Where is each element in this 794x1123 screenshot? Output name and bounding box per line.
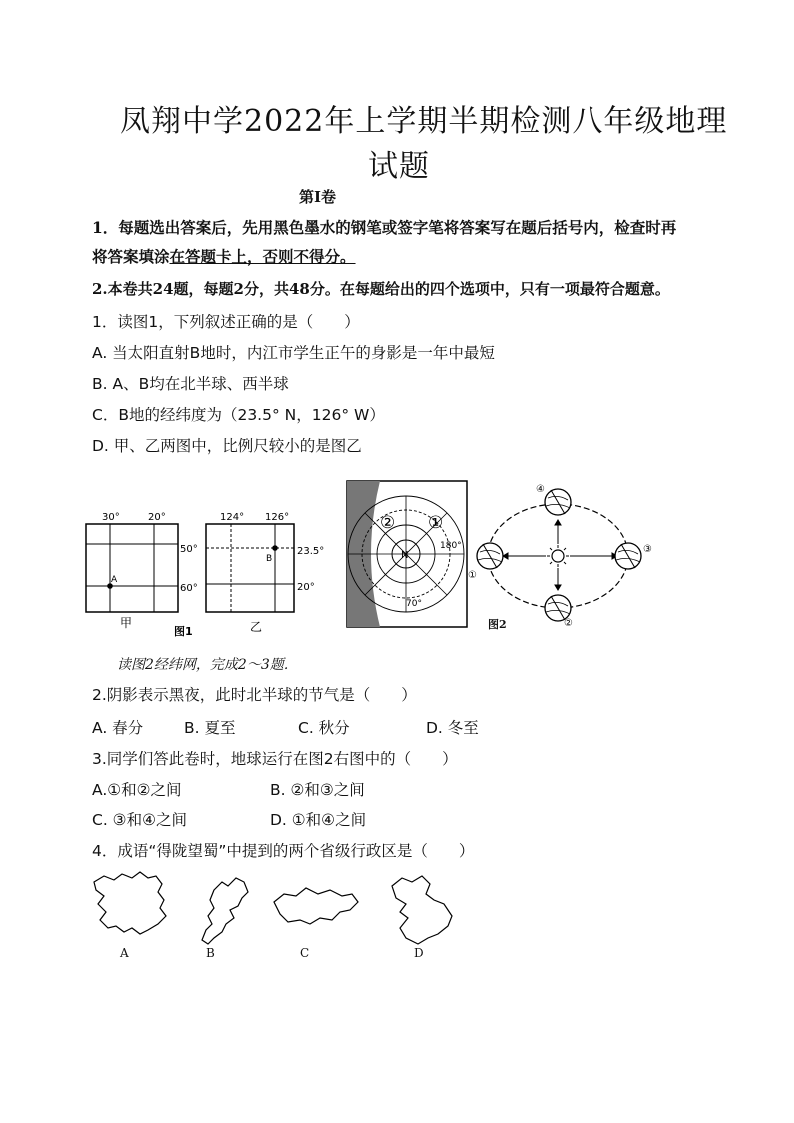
- instruction-1-line1: 1．每题选出答案后，先用黑色墨水的钢笔或签字笔将答案写在题后括号内，检查时再: [92, 218, 677, 237]
- province-shape-b: [202, 878, 248, 944]
- orbit-mark-3: ③: [643, 544, 652, 555]
- page-title: 凤翔中学2022年上学期半期检测八年级地理: [120, 104, 728, 139]
- lat-70-label: 70°: [406, 599, 422, 609]
- orbit-mark-4: ④: [536, 484, 545, 495]
- point-a-label: A: [111, 575, 118, 585]
- point-b-label: B: [266, 554, 273, 564]
- q4-option-b: B: [206, 946, 215, 960]
- orbit-mark-1: ①: [468, 570, 477, 581]
- figure-1-caption: 图1: [174, 625, 193, 638]
- jia-lon-20: 20°: [148, 512, 166, 523]
- instruction-1-line2-underlined: 在答题卡上，否则不得分。: [169, 247, 356, 266]
- yi-lat-20: 20°: [297, 582, 315, 593]
- q4-option-d: D: [414, 946, 424, 960]
- instruction-1-line2-a: 将答案填涂: [92, 247, 170, 266]
- figure-2-orbit: [466, 478, 656, 630]
- q2-stem: 2.阴影表示黑夜，此时北半球的节气是（ ）: [92, 686, 417, 704]
- province-shape-c: [274, 888, 358, 924]
- sun-icon: [547, 545, 569, 567]
- province-shape-a: [94, 872, 166, 934]
- polar-mark-2: ②: [380, 513, 396, 533]
- section-label: 第Ⅰ卷: [299, 188, 337, 206]
- map-yi: [206, 512, 324, 634]
- q2-option-c: C. 秋分: [298, 719, 350, 737]
- province-shape-d: [392, 876, 452, 944]
- q3-option-d: D. ①和④之间: [270, 811, 367, 829]
- q1-option-c: C．B地的经纬度为（23.5° N，126° W）: [92, 406, 385, 424]
- q3-option-c: C. ③和④之间: [92, 811, 187, 829]
- q4-option-c: C: [300, 946, 310, 960]
- lon-180-label: 180°: [440, 541, 462, 551]
- q1-stem: 1．读图1，下列叙述正确的是（ ）: [92, 313, 360, 331]
- jia-label: 甲: [120, 616, 133, 630]
- figure-2-polar-map: [346, 480, 468, 628]
- jia-lat-60: 60°: [180, 583, 198, 594]
- q3-option-b: B. ②和③之间: [270, 781, 365, 799]
- q2-option-d: D. 冬至: [426, 719, 479, 737]
- q3-stem: 3.同学们答此卷时，地球运行在图2右图中的（ ）: [92, 750, 458, 768]
- figure-1: [80, 500, 345, 640]
- q1-option-d: D. 甲、乙两图中，比例尺较小的是图乙: [92, 437, 362, 455]
- jia-lon-30: 30°: [102, 512, 120, 523]
- q2-option-b: B. 夏至: [184, 719, 236, 737]
- map-jia: [86, 512, 198, 630]
- polar-mark-1: ①: [428, 513, 444, 533]
- instruction-2: 2.本卷共24题，每题2分，共48分。在每题给出的四个选项中，只有一项最符合题意。: [92, 280, 670, 298]
- page-title-line2: 试题: [368, 149, 430, 184]
- q1-option-a: A. 当太阳直射B地时，内江市学生正午的身影是一年中最短: [92, 344, 495, 362]
- figure-2-caption: 图2: [488, 618, 507, 631]
- province-outlines: [88, 868, 468, 964]
- q2-option-a: A. 春分: [92, 719, 144, 737]
- yi-lon-124: 124°: [220, 512, 245, 523]
- earth-position-3: [615, 543, 641, 569]
- earth-position-1: [477, 543, 503, 569]
- q4-stem: 4．成语“得陇望蜀”中提到的两个省级行政区是（ ）: [92, 842, 475, 860]
- north-pole-label: N: [401, 550, 409, 561]
- jia-lat-50: 50°: [180, 544, 198, 555]
- earth-position-4: [545, 489, 571, 515]
- q4-option-a: A: [120, 946, 129, 960]
- instruction-1-line2: [92, 245, 356, 267]
- read-figure-2: 读图2经纬网，完成2～3题．: [117, 657, 298, 673]
- yi-lon-126: 126°: [265, 512, 290, 523]
- orbit-mark-2: ②: [564, 618, 573, 629]
- q1-option-b: B. A、B均在北半球、西半球: [92, 375, 289, 393]
- yi-lat-23: 23.5°: [297, 546, 325, 557]
- yi-label: 乙: [250, 620, 263, 634]
- q3-option-a: A.①和②之间: [92, 781, 182, 799]
